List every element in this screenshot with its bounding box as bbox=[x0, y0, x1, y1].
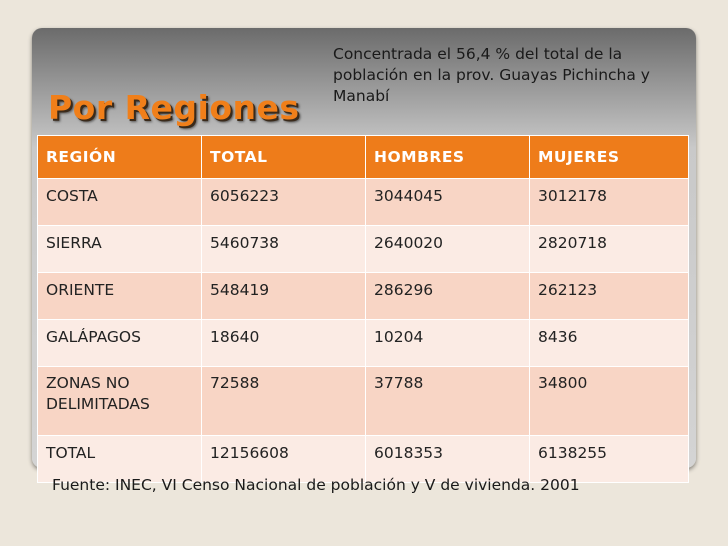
cell-total: 5460738 bbox=[202, 226, 366, 273]
table-row bbox=[38, 320, 689, 367]
cell-mujeres: 8436 bbox=[530, 320, 689, 367]
cell-region: ZONAS NO DELIMITADAS bbox=[38, 367, 202, 436]
column-header-hombres: HOMBRES bbox=[366, 136, 530, 179]
column-header-region: REGIÓN bbox=[38, 136, 202, 179]
cell-region: TOTAL bbox=[38, 436, 202, 483]
cell-region: SIERRA bbox=[38, 226, 202, 273]
cell-mujeres: 262123 bbox=[530, 273, 689, 320]
table-row bbox=[38, 367, 689, 436]
cell-mujeres: 3012178 bbox=[530, 179, 689, 226]
table-row bbox=[38, 179, 689, 226]
source-citation: Fuente: INEC, VI Censo Nacional de población y V de vivienda. 2001 bbox=[52, 476, 580, 494]
cell-hombres: 2640020 bbox=[366, 226, 530, 273]
table-row bbox=[38, 273, 689, 320]
page-title: Por Regiones bbox=[48, 88, 300, 127]
cell-hombres: 37788 bbox=[366, 367, 530, 436]
cell-total: 548419 bbox=[202, 273, 366, 320]
column-header-total: TOTAL bbox=[202, 136, 366, 179]
cell-total: 18640 bbox=[202, 320, 366, 367]
population-table bbox=[37, 135, 689, 483]
cell-mujeres: 34800 bbox=[530, 367, 689, 436]
cell-total: 6056223 bbox=[202, 179, 366, 226]
cell-region: ORIENTE bbox=[38, 273, 202, 320]
cell-total: 72588 bbox=[202, 367, 366, 436]
table-header-row bbox=[38, 136, 689, 179]
cell-hombres: 6018353 bbox=[366, 436, 530, 483]
annotation-note: Concentrada el 56,4 % del total de la población en la prov. Guayas Pichincha y Manabí bbox=[333, 45, 650, 105]
cell-hombres: 286296 bbox=[366, 273, 530, 320]
cell-mujeres: 2820718 bbox=[530, 226, 689, 273]
cell-region: GALÁPAGOS bbox=[38, 320, 202, 367]
cell-mujeres: 6138255 bbox=[530, 436, 689, 483]
cell-total: 12156608 bbox=[202, 436, 366, 483]
table-row bbox=[38, 226, 689, 273]
cell-hombres: 3044045 bbox=[366, 179, 530, 226]
cell-region: COSTA bbox=[38, 179, 202, 226]
column-header-mujeres: MUJERES bbox=[530, 136, 689, 179]
cell-hombres: 10204 bbox=[366, 320, 530, 367]
